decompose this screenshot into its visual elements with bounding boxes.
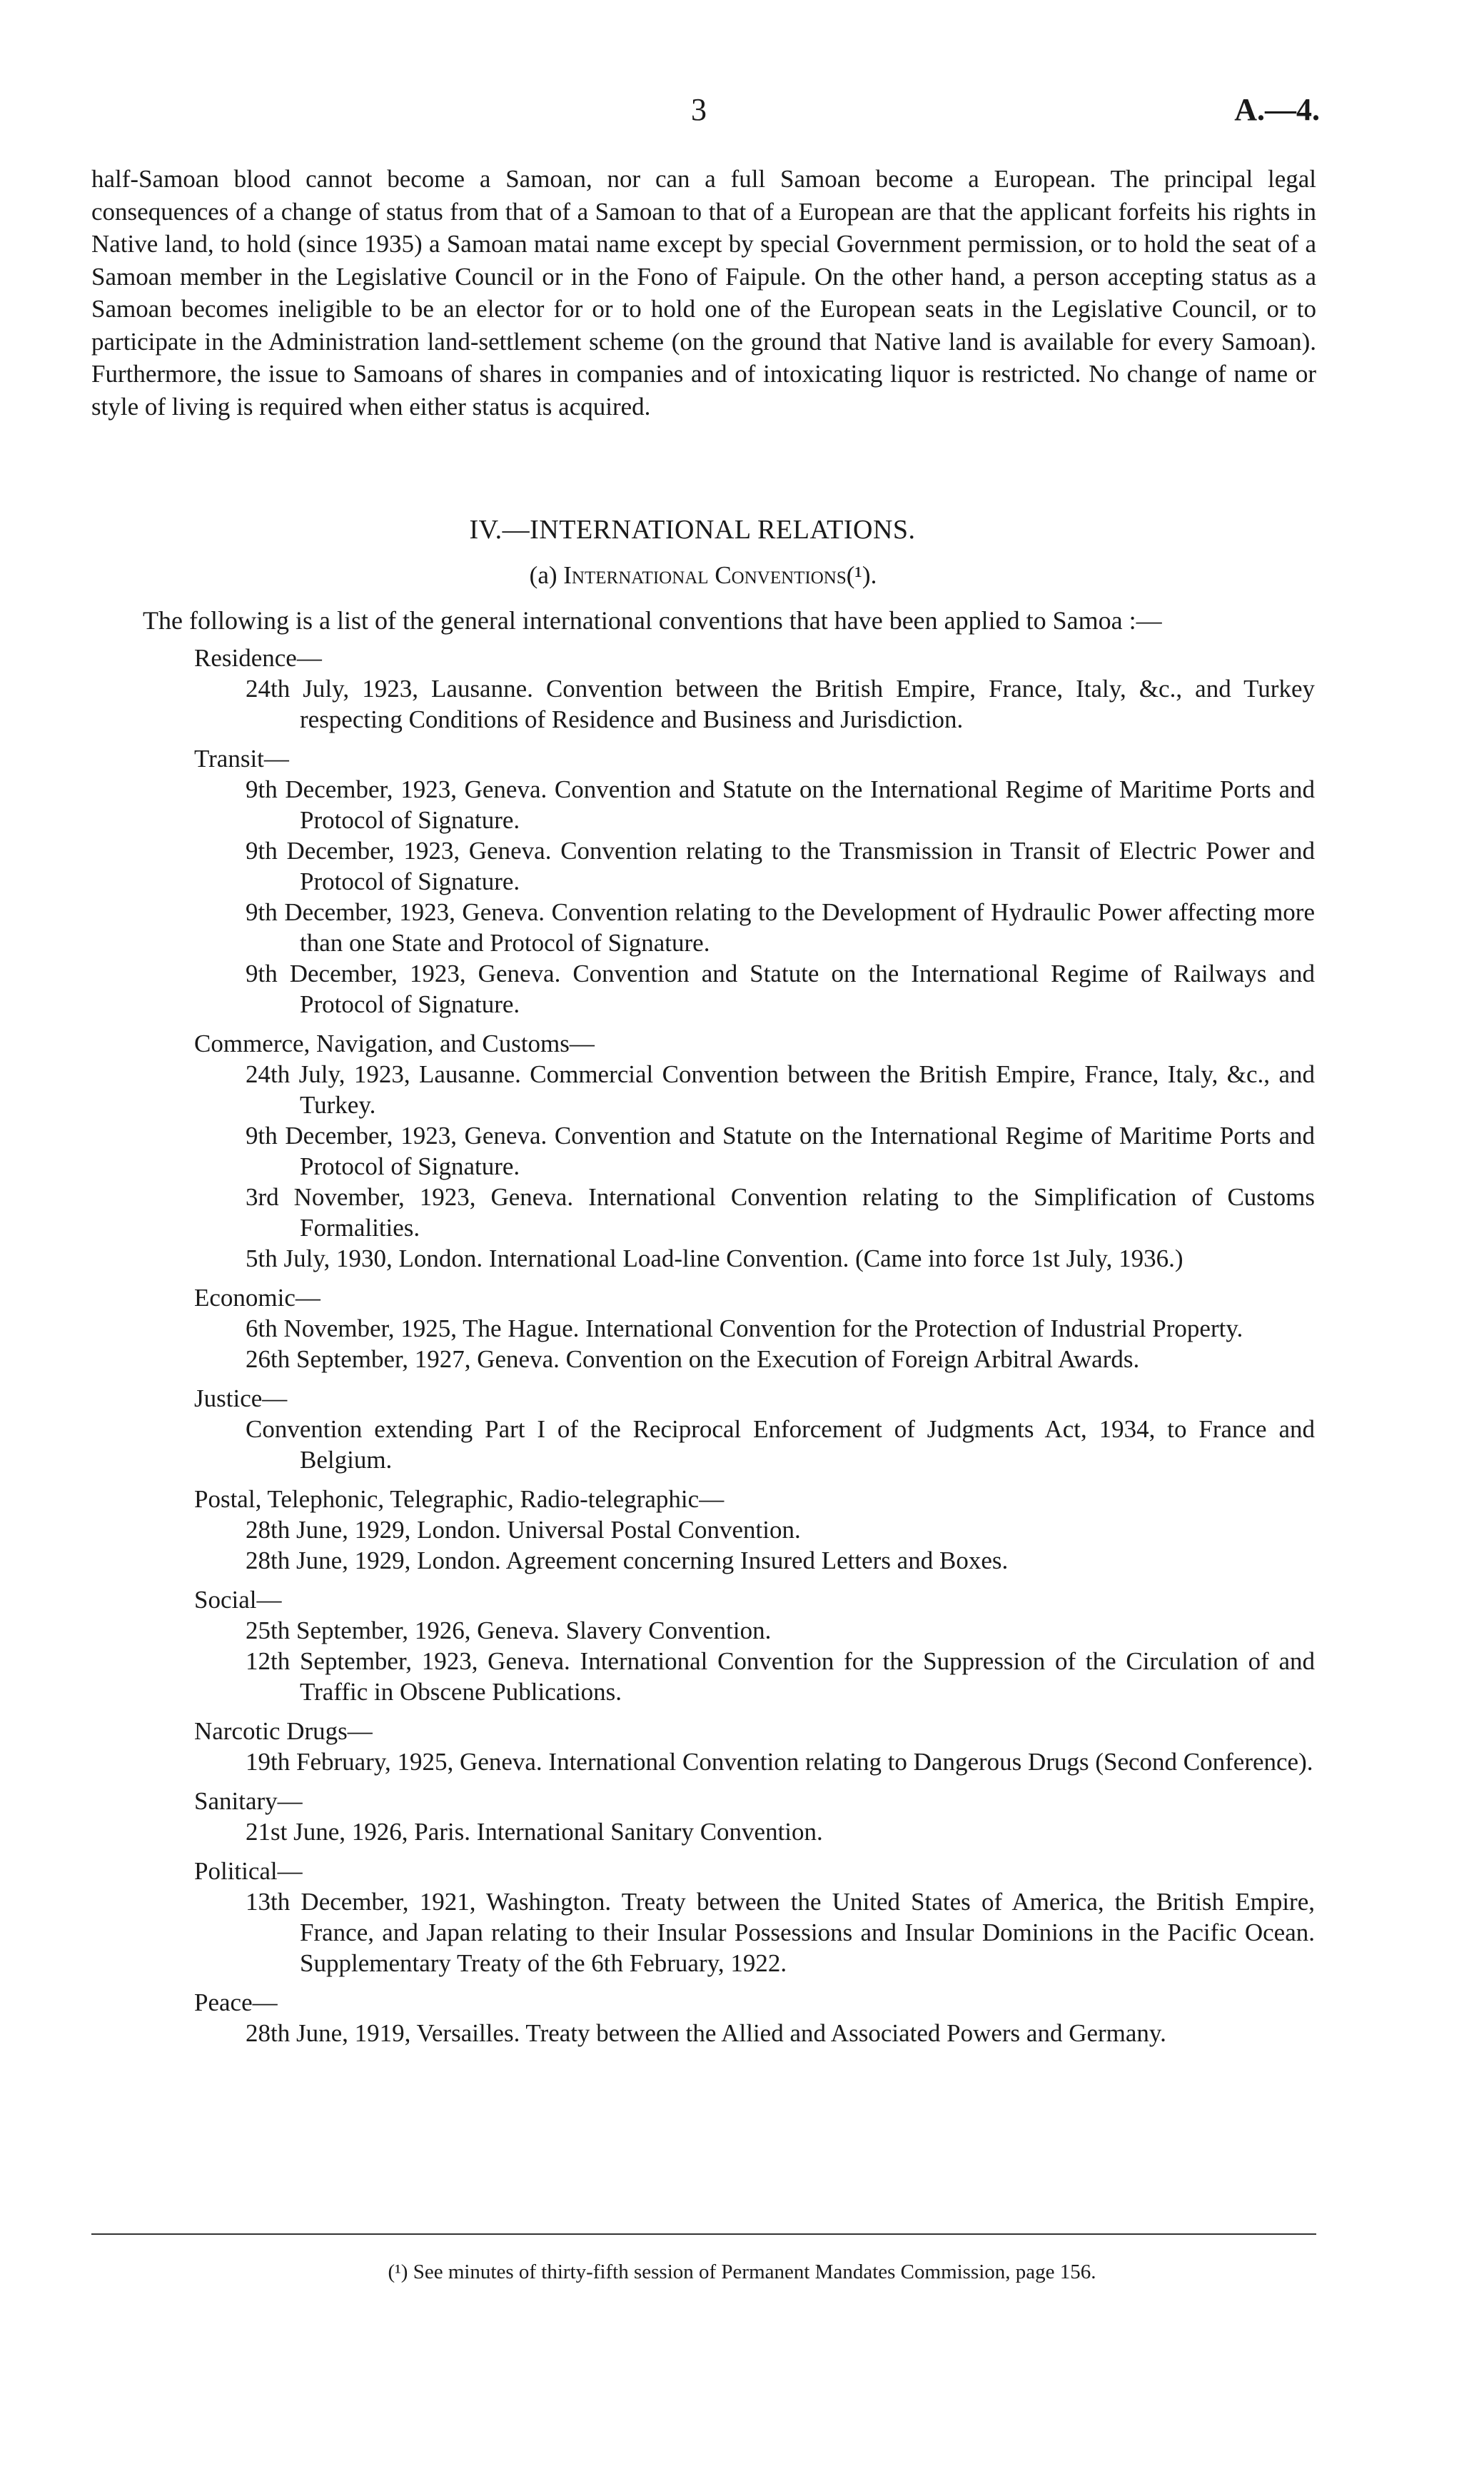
convention-group [194, 1716, 1315, 1777]
convention-group [194, 1028, 1315, 1274]
lead-text: The following is a list of the general international conventions that have been applied to Samoa :— [143, 606, 1162, 635]
group-heading: Political— [194, 1857, 303, 1885]
convention-list [194, 643, 1315, 2057]
group-heading: Sanitary— [194, 1787, 303, 1815]
convention-group [194, 1484, 1315, 1576]
convention-entry: 9th December, 1923, Geneva. Convention and Statute on the International Regime of Maritime Ports and Protocol of Signature. [246, 775, 1315, 834]
group-heading: Social— [194, 1586, 282, 1614]
document-reference: A.—4. [1234, 92, 1320, 127]
convention-entry: 13th December, 1921, Washington. Treaty between the United States of America, the British Empire, France, and Japan relating to their Insular Possessions and Insular Dominions in the Pacific Ocean. Supplementary Treaty of the 6th February, 1922. [246, 1888, 1315, 1977]
group-heading: Justice— [194, 1384, 288, 1412]
convention-entry: 21st June, 1926, Paris. International Sanitary Convention. [246, 1818, 823, 1846]
convention-entry: 28th June, 1929, London. Universal Postal Convention. [246, 1516, 801, 1544]
footnote: (¹) See minutes of thirty-fifth session of Permanent Mandates Commission, page 156. [388, 2261, 1096, 2283]
convention-entry: Convention extending Part I of the Reciprocal Enforcement of Judgments Act, 1934, to France and Belgium. [246, 1415, 1315, 1474]
section-subtitle [0, 561, 1406, 590]
convention-group [194, 1584, 1315, 1707]
convention-entry: 3rd November, 1923, Geneva. International Convention relating to the Simplification of Customs Formalities. [246, 1183, 1315, 1242]
convention-entry: 9th December, 1923, Geneva. Convention and Statute on the International Regime of Railways and Protocol of Signature. [246, 960, 1315, 1018]
group-heading: Transit— [194, 745, 289, 773]
convention-group [194, 1987, 1315, 2048]
convention-entry: 28th June, 1919, Versailles. Treaty between the Allied and Associated Powers and Germany. [246, 2019, 1166, 2047]
convention-group [194, 1383, 1315, 1475]
convention-entry: 19th February, 1925, Geneva. International Convention relating to Dangerous Drugs (Second Conference). [246, 1748, 1313, 1776]
convention-entry: 12th September, 1923, Geneva. International Convention for the Suppression of the Circulation of and Traffic in Obscene Publications. [246, 1647, 1315, 1706]
convention-group [194, 1282, 1315, 1374]
intro-paragraph: half-Samoan blood cannot become a Samoan, nor can a full Samoan become a European. The principal legal consequences of a change of status from that of a Samoan to that of a European are that the applicant forfeits his rights in Native land, to hold (since 1935) a Samoan matai name except by special Government permission, or to hold the seat of a Samoan member in the Legislative Council or in the Fono of Faipule. On the other hand, a person accepting status as a Samoan becomes ineligible to be an elector for or to hold one of the European seats in the Legislative Council, or to participate in the Administration land-settlement scheme (on the ground that Native land is available for every Samoan). Furthermore, the issue to Samoans of shares in companies and of intoxicating liquor is restricted. No change of name or style of living is required when either status is acquired. [91, 165, 1316, 421]
subtitle-text: International Conventions [563, 561, 847, 589]
subtitle-note: (¹). [846, 561, 877, 589]
convention-entry: 28th June, 1929, London. Agreement concerning Insured Letters and Boxes. [246, 1547, 1009, 1574]
footnote-divider [91, 2233, 1316, 2235]
convention-group [194, 643, 1315, 735]
convention-entry: 9th December, 1923, Geneva. Convention and Statute on the International Regime of Maritime Ports and Protocol of Signature. [246, 1122, 1315, 1180]
convention-entry: 25th September, 1926, Geneva. Slavery Convention. [246, 1616, 772, 1644]
convention-entry: 9th December, 1923, Geneva. Convention relating to the Transmission in Transit of Electric Power and Protocol of Signature. [246, 837, 1315, 895]
group-heading: Narcotic Drugs— [194, 1717, 373, 1745]
convention-entry: 24th July, 1923, Lausanne. Convention between the British Empire, France, Italy, &c., and Turkey respecting Conditions of Residence and Business and Jurisdiction. [246, 675, 1315, 733]
convention-entry: 26th September, 1927, Geneva. Convention on the Execution of Foreign Arbitral Awards. [246, 1345, 1140, 1373]
section-title: IV.—INTERNATIONAL RELATIONS. [469, 515, 916, 545]
group-heading: Residence— [194, 644, 322, 672]
page-number: 3 [691, 92, 707, 127]
convention-entry: 5th July, 1930, London. International Load-line Convention. (Came into force 1st July, 1936.) [246, 1244, 1183, 1272]
group-heading: Commerce, Navigation, and Customs— [194, 1030, 595, 1057]
convention-entry: 24th July, 1923, Lausanne. Commercial Convention between the British Empire, France, Italy, &c., and Turkey. [246, 1060, 1315, 1119]
convention-group [194, 743, 1315, 1020]
group-heading: Economic— [194, 1284, 320, 1312]
group-heading: Postal, Telephonic, Telegraphic, Radio-telegraphic— [194, 1485, 725, 1513]
group-heading: Peace— [194, 1988, 278, 2016]
convention-entry: 9th December, 1923, Geneva. Convention relating to the Development of Hydraulic Power affecting more than one State and Protocol of Signature. [246, 898, 1315, 957]
convention-group [194, 1856, 1315, 1978]
subtitle-prefix: (a) [529, 561, 557, 589]
convention-group [194, 1786, 1315, 1847]
convention-entry: 6th November, 1925, The Hague. International Convention for the Protection of Industrial Property. [246, 1314, 1243, 1342]
